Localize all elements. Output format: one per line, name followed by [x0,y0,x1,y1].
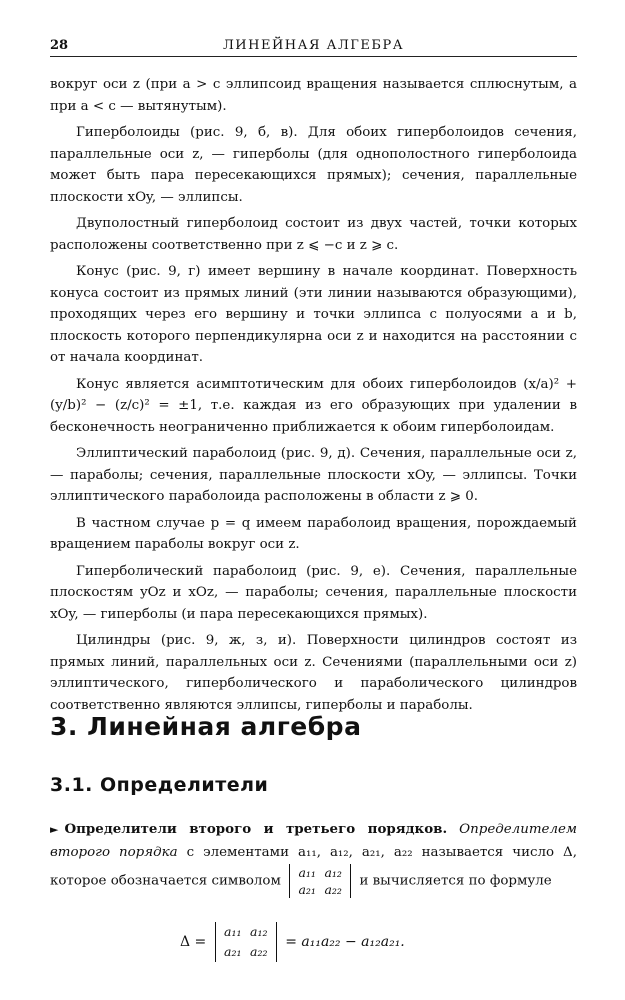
paragraph: Цилиндры (рис. 9, ж, з, и). Поверхности цилиндров состоят из прямых линий, параллельных оси z. Сечениями (параллельными оси z) эллиптического, гиперболического и параболического цилиндров соответственно являются эллипсы, гиперболы и параболы. [50,633,577,713]
paragraph: В частном случае p = q имеем параболоид вращения, порождаемый вращением параболы вокруг оси z. [50,515,577,552]
triangle-marker-icon: ► [50,823,59,836]
paragraph: вокруг оси z (при a > c эллипсоид вращения называется сплюснутым, а при a < c — вытянутым). [50,77,577,114]
matrix-cell: a₂₁ [224,944,242,959]
matrix-cell: a₂₂ [250,944,268,959]
section-title: 3.1. Определители [50,774,269,796]
paragraph: Конус является асимптотическим для обоих гиперболоидов (x/a)² + (y/b)² − (z/c)² = ±1, т.е. каждая из его образующих при удалении в бесконечность неограниченно приближается к обоим гиперболоидам. [50,376,577,435]
running-head-title: ЛИНЕЙНАЯ АЛГЕБРА [222,38,405,53]
paragraph: Гиперболоиды (рис. 9, б, в). Для обоих гиперболоидов сечения, параллельные оси z, — гиперболы (для однополостного гиперболоида может быть пара пересекающихся прямых); сечения, параллельные плоскости xOy, — эллипсы. [50,125,577,205]
matrix-cell: a₁₂ [250,924,268,939]
definition-text: с элементами a₁₁, a₁₂, a₂₁, a₂₂ называется число Δ, которое обозначается символом [50,845,577,889]
matrix-cell: a₂₂ [324,882,342,897]
page-number: 28 [50,38,69,53]
definition-paragraph [50,818,577,898]
paragraph: Эллиптический параболоид (рис. 9, д). Сечения, параллельные оси z, — параболы; сечения, параллельные плоскости xOy, — эллипсы. Точки эллиптического параболоида расположены в области z ⩾ 0. [50,446,577,504]
paragraph: Конус (рис. 9, г) имеет вершину в начале координат. Поверхность конуса состоит из прямых линий (эти линии называются образующими), проходящих через его вершину и точки эллипса с полуосями a и b, плоскость которого перпендикулярна оси z и находится на расстоянии c от начала координат. [50,264,577,365]
matrix-cell: a₁₂ [324,865,342,880]
formula-determinant [215,922,277,962]
definition-term: Определителем второго порядка [50,822,577,860]
running-head [50,36,577,57]
paragraph: Двуполостный гиперболоид состоит из двух частей, точки которых расположены соответственно при z ⩽ −c и z ⩾ c. [50,216,577,253]
matrix-cell: a₁₁ [224,924,242,939]
chapter-title: 3. Линейная алгебра [50,712,362,741]
paragraph: Гиперболический параболоид (рис. 9, е). Сечения, параллельные плоскостям yOz и xOz, — параболы; сечения, параллельные плоскости xOy, — гиперболы (и пара пересекающихся прямых). [50,563,577,622]
matrix-cell: a₁₁ [298,865,316,880]
matrix-cell: a₂₁ [298,882,316,897]
determinant-formula [180,922,405,962]
formula-rhs: = a₁₁a₂₂ − a₁₂a₂₁. [285,934,405,950]
definition-text: и вычисляется по формуле [359,873,552,889]
body-text [50,74,577,721]
definition-heading: Определители второго и третьего порядков. [64,821,448,837]
determinant-symbol [289,864,351,898]
formula-lhs: Δ = [180,934,207,950]
